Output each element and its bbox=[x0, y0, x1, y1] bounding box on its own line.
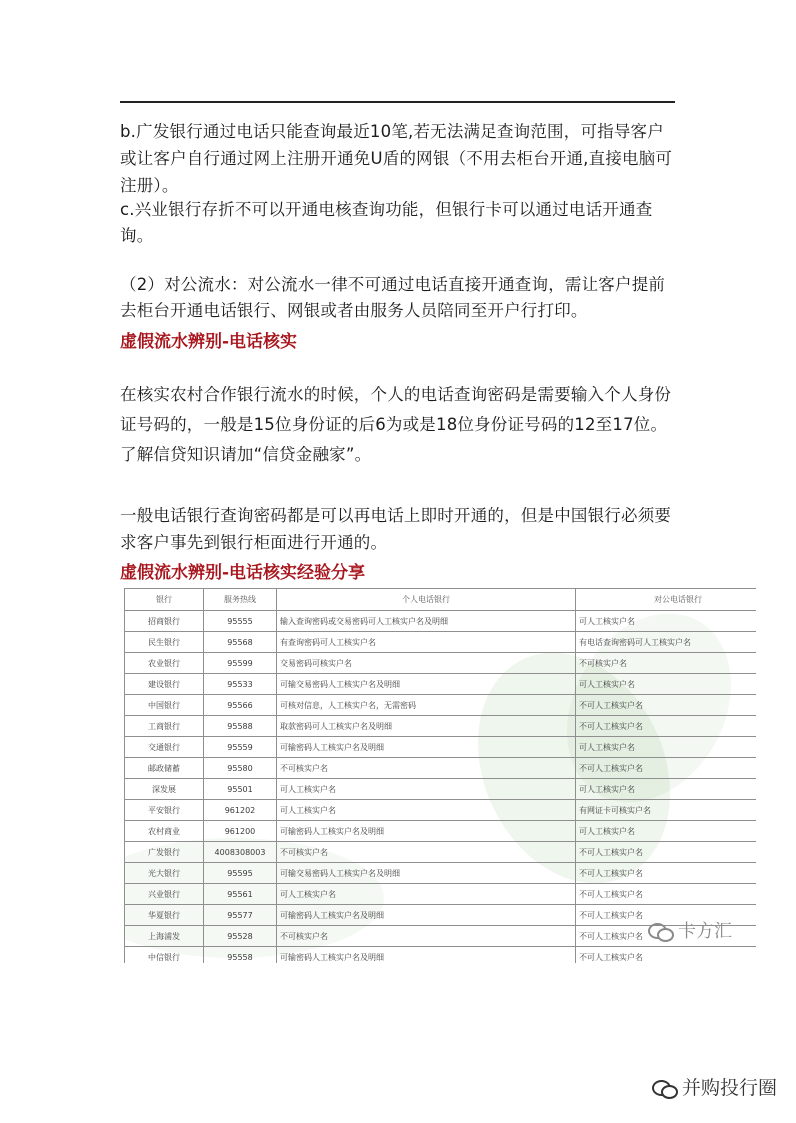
section-heading-phone-verify: 虚假流水辨别-电话核实 bbox=[120, 332, 298, 352]
cell-hotline: 95561 bbox=[204, 884, 277, 905]
cell-hotline: 95599 bbox=[204, 653, 277, 674]
table-row bbox=[125, 884, 757, 905]
cell-bank: 华夏银行 bbox=[125, 905, 204, 926]
cell-hotline: 95501 bbox=[204, 779, 277, 800]
table-row bbox=[125, 695, 757, 716]
table-row bbox=[125, 800, 757, 821]
cell-hotline: 961200 bbox=[204, 821, 277, 842]
cell-corporate: 不可人工核实户名 bbox=[576, 863, 757, 884]
paragraph-password-activation: 一般电话银行查询密码都是可以再电话上即时开通的，但是中国银行必须要求客户事先到银行柜面进行开通的。 bbox=[120, 506, 672, 552]
cell-personal: 可输交易密码人工核实户名及明细 bbox=[277, 863, 576, 884]
cell-hotline: 95566 bbox=[204, 695, 277, 716]
cell-corporate: 可人工核实户名 bbox=[576, 779, 757, 800]
table-header-row bbox=[125, 589, 757, 611]
cell-bank: 建设银行 bbox=[125, 674, 204, 695]
paragraph-corporate-statement: （2）对公流水：对公流水一律不可通过电话直接开通查询，需让客户提前去柜台开通电话银行、网银或者由服务人员陪同至开户行打印。 bbox=[120, 275, 666, 320]
watermark-footer-label: 并购投行圈 bbox=[682, 1077, 778, 1099]
cell-hotline: 961202 bbox=[204, 800, 277, 821]
cell-corporate: 不可人工核实户名 bbox=[576, 884, 757, 905]
table-row bbox=[125, 863, 757, 884]
cell-hotline: 95588 bbox=[204, 716, 277, 737]
wechat-icon bbox=[648, 920, 674, 940]
table-row bbox=[125, 842, 757, 863]
cell-personal: 输入查询密码或交易密码可人工核实户名及明细 bbox=[277, 611, 576, 632]
cell-personal: 可输密码人工核实户名及明细 bbox=[277, 737, 576, 758]
cell-hotline: 95595 bbox=[204, 863, 277, 884]
cell-personal: 可输密码人工核实户名及明细 bbox=[277, 905, 576, 926]
cell-bank: 上海浦发 bbox=[125, 926, 204, 947]
cell-hotline: 95533 bbox=[204, 674, 277, 695]
table-row bbox=[125, 611, 757, 632]
column-header-corporate: 对公电话银行 bbox=[576, 589, 757, 611]
column-header-personal: 个人电话银行 bbox=[277, 589, 576, 611]
bank-hotline-table bbox=[124, 588, 756, 963]
cell-corporate: 不可人工核实户名 bbox=[576, 758, 757, 779]
cell-corporate: 不可人工核实户名 bbox=[576, 926, 757, 947]
cell-bank: 农业银行 bbox=[125, 653, 204, 674]
cell-personal: 不可核实户名 bbox=[277, 758, 576, 779]
cell-personal: 交易密码可核实户名 bbox=[277, 653, 576, 674]
cell-bank: 交通银行 bbox=[125, 737, 204, 758]
cell-bank: 平安银行 bbox=[125, 800, 204, 821]
cell-personal: 不可核实户名 bbox=[277, 842, 576, 863]
table-row bbox=[125, 821, 757, 842]
cell-hotline: 95568 bbox=[204, 632, 277, 653]
top-divider bbox=[120, 101, 675, 103]
cell-corporate: 不可人工核实户名 bbox=[576, 842, 757, 863]
cell-corporate: 不可人工核实户名 bbox=[576, 695, 757, 716]
cell-personal: 有查询密码可人工核实户名 bbox=[277, 632, 576, 653]
cell-corporate: 可人工核实户名 bbox=[576, 821, 757, 842]
paragraph-xingye: c.兴业银行存折不可以开通电核查询功能，但银行卡可以通过电话开通查询。 bbox=[120, 200, 653, 245]
column-header-bank: 银行 bbox=[125, 589, 204, 611]
table-row bbox=[125, 716, 757, 737]
cell-corporate: 可人工核实户名 bbox=[576, 674, 757, 695]
cell-personal: 可输交易密码人工核实户名及明细 bbox=[277, 674, 576, 695]
cell-personal: 可人工核实户名 bbox=[277, 779, 576, 800]
cell-personal: 可核对信息，人工核实户名，无需密码 bbox=[277, 695, 576, 716]
section-heading-experience-share: 虚假流水辨别-电话核实经验分享 bbox=[120, 563, 366, 583]
cell-hotline: 4008308003 bbox=[204, 842, 277, 863]
cell-corporate: 不可核实户名 bbox=[576, 653, 757, 674]
cell-personal: 可人工核实户名 bbox=[277, 884, 576, 905]
watermark-kafanghui-label: 卡方汇 bbox=[678, 921, 732, 942]
cell-personal: 可人工核实户名 bbox=[277, 800, 576, 821]
cell-corporate: 不可人工核实户名 bbox=[576, 905, 757, 926]
watermark-kafanghui bbox=[648, 917, 732, 943]
cell-hotline: 95559 bbox=[204, 737, 277, 758]
cell-bank: 中信银行 bbox=[125, 947, 204, 964]
cell-personal: 不可核实户名 bbox=[277, 926, 576, 947]
cell-corporate: 有电话查询密码可人工核实户名 bbox=[576, 632, 757, 653]
cell-bank: 中国银行 bbox=[125, 695, 204, 716]
wechat-icon bbox=[652, 1077, 678, 1097]
cell-corporate: 可人工核实户名 bbox=[576, 737, 757, 758]
column-header-hotline: 服务热线 bbox=[204, 589, 277, 611]
bank-hotline-table-image bbox=[124, 588, 756, 963]
cell-bank: 广发银行 bbox=[125, 842, 204, 863]
cell-corporate: 有网证卡可核实户名 bbox=[576, 800, 757, 821]
cell-bank: 农村商业 bbox=[125, 821, 204, 842]
table-row bbox=[125, 947, 757, 964]
paragraph-guangfa: b.广发银行通过电话只能查询最近10笔,若无法满足查询范围，可指导客户或让客户自行通过网上注册开通免U盾的网银（不用去柜台开通,直接电脑可注册）。 bbox=[120, 122, 673, 195]
cell-bank: 光大银行 bbox=[125, 863, 204, 884]
table-row bbox=[125, 737, 757, 758]
cell-hotline: 95558 bbox=[204, 947, 277, 964]
cell-corporate: 不可人工核实户名 bbox=[576, 947, 757, 964]
paragraph-rural-bank: 在核实农村合作银行流水的时候，个人的电话查询密码是需要输入个人身份证号码的，一般是15位身份证的后6为或是18位身份证号码的12至17位。了解信贷知识请加“信贷金融家”。 bbox=[120, 385, 672, 464]
cell-bank: 招商银行 bbox=[125, 611, 204, 632]
cell-hotline: 95528 bbox=[204, 926, 277, 947]
cell-corporate: 可人工核实户名 bbox=[576, 611, 757, 632]
table-row bbox=[125, 674, 757, 695]
table-row bbox=[125, 632, 757, 653]
cell-hotline: 95555 bbox=[204, 611, 277, 632]
cell-personal: 可输密码人工核实户名及明细 bbox=[277, 821, 576, 842]
table-row bbox=[125, 779, 757, 800]
table-row bbox=[125, 758, 757, 779]
cell-bank: 邮政储蓄 bbox=[125, 758, 204, 779]
table-row bbox=[125, 653, 757, 674]
cell-corporate: 不可人工核实户名 bbox=[576, 716, 757, 737]
cell-hotline: 95577 bbox=[204, 905, 277, 926]
cell-bank: 兴业银行 bbox=[125, 884, 204, 905]
cell-personal: 可输密码人工核实户名及明细 bbox=[277, 947, 576, 964]
cell-personal: 取款密码可人工核实户名及明细 bbox=[277, 716, 576, 737]
cell-bank: 深发展 bbox=[125, 779, 204, 800]
cell-bank: 民生银行 bbox=[125, 632, 204, 653]
cell-hotline: 95580 bbox=[204, 758, 277, 779]
watermark-footer bbox=[652, 1073, 777, 1100]
cell-bank: 工商银行 bbox=[125, 716, 204, 737]
